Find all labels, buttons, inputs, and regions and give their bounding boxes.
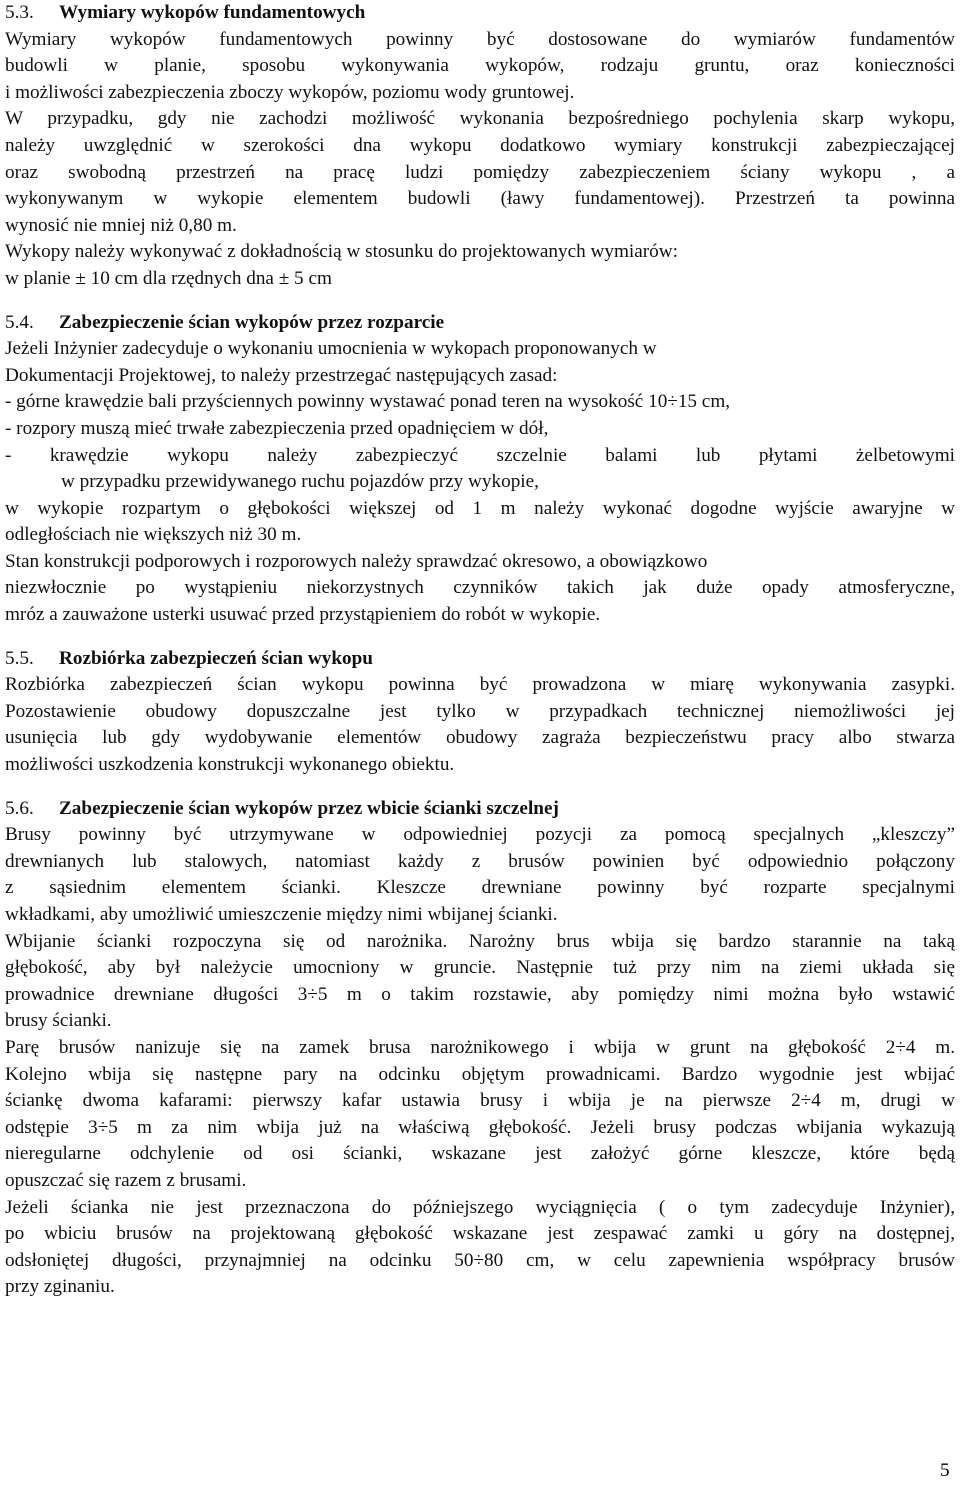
text-line: Kolejno wbija się następne pary na odcinku objętym prowadnicami. Bardzo wygodnie jest wbijać — [5, 1063, 955, 1085]
section-5-5 — [5, 646, 955, 779]
section-5-3 — [5, 0, 955, 293]
text-line: należy uwzględnić w szerokości dna wykopu dodatkowo wymiary konstrukcji zabezpieczającej — [5, 134, 955, 156]
section-title: Wymiary wykopów fundamentowych — [59, 2, 366, 23]
text-line: nieregularne odchylenie od osi ścianki, wskazane jest założyć górne kleszcze, które będą — [5, 1143, 955, 1165]
list-item: - rozpory muszą mieć trwałe zabezpieczenia przed opadnięciem w dół, — [5, 417, 549, 439]
section-heading — [5, 796, 955, 823]
text-line: Wymiary wykopów fundamentowych powinny być dostosowane do wymiarów fundamentów — [5, 28, 955, 50]
section-heading — [5, 646, 955, 673]
list-item-continuation: w przypadku przewidywanego ruchu pojazdów przy wykopie, — [61, 471, 539, 493]
section-title: Zabezpieczenie ścian wykopów przez rozparcie — [59, 311, 445, 333]
text-line: odległościach nie większych niż 30 m. — [5, 524, 302, 546]
text-line: w planie ± 10 cm dla rzędnych dna ± 5 cm — [5, 267, 332, 289]
section-5-4 — [5, 310, 955, 629]
text-line: Wbijanie ścianki rozpoczyna się od narożnika. Narożny brus wbija się bardzo starannie na taką — [5, 930, 955, 952]
section-5-6 — [5, 796, 955, 1301]
section-number: 5.5. — [5, 647, 34, 669]
page-number: 5 — [940, 1460, 950, 1481]
text-line: w wykopie rozpartym o głębokości większej od 1 m należy wykonać dogodne wyjście awaryjne w — [5, 497, 955, 519]
text-line: możliwości uszkodzenia konstrukcji wykonanego obiektu. — [5, 754, 455, 776]
text-line: wynosić nie mniej niż 0,80 m. — [5, 214, 237, 236]
text-line: odstępie 3÷5 m za nim wbija już na właściwą głębokość. Jeżeli brusy podczas wbijania wykazują — [5, 1116, 955, 1138]
text-line: ściankę dwoma kafarami: pierwszy kafar ustawia brusy i wbija je na pierwsze 2÷4 m, drugi w — [5, 1090, 955, 1112]
text-line: wykonywanym w wykopie elementem budowli (ławy fundamentowej). Przestrzeń ta powinna — [5, 188, 955, 210]
text-line: z sąsiednim elementem ścianki. Kleszcze drewniane powinny być rozparte specjalnymi — [5, 877, 955, 899]
text-line: mróz a zauważone usterki usuwać przed przystąpieniem do robót w wykopie. — [5, 604, 601, 626]
text-line: niezwłocznie po wystąpieniu niekorzystnych czynników takich jak duże opady atmosferyczne, — [5, 577, 955, 599]
text-line: Brusy powinny być utrzymywane w odpowiedniej pozycji za pomocą specjalnych „kleszczy” — [5, 824, 955, 846]
list-item: - górne krawędzie bali przyściennych powinny wystawać ponad teren na wysokość 10÷15 cm, — [5, 391, 731, 413]
text-line: oraz swobodną przestrzeń na pracę ludzi pomiędzy zabezpieczeniem ściany wykopu , a — [5, 161, 955, 183]
text-line: wkładkami, aby umożliwić umieszczenie między nimi wbijanej ścianki. — [5, 904, 558, 925]
section-title: Zabezpieczenie ścian wykopów przez wbicie ścianki szczelnej — [59, 797, 559, 819]
text-line: brusy ścianki. — [5, 1010, 112, 1032]
text-line: Wykopy należy wykonywać z dokładnością w stosunku do projektowanych wymiarów: — [5, 241, 678, 263]
text-line: Parę brusów nanizuje się na zamek brusa narożnikowego i wbija w grunt na głębokość 2÷4 m. — [5, 1036, 955, 1058]
section-heading — [5, 310, 955, 337]
section-number: 5.4. — [5, 311, 34, 333]
text-line: W przypadku, gdy nie zachodzi możliwość wykonania bezpośredniego pochylenia skarp wykopu, — [5, 108, 955, 130]
text-line: głębokość, aby był należycie umocniony w gruncie. Następnie tuż przy nim na ziemi układa się — [5, 957, 955, 979]
list-item: - krawędzie wykopu należy zabezpieczyć szczelnie balami lub płytami żelbetowymi — [5, 444, 955, 466]
text-line: przy zginaniu. — [5, 1276, 115, 1298]
text-line: i możliwości zabezpieczenia zboczy wykopów, poziomu wody gruntowej. — [5, 81, 575, 103]
section-number: 5.6. — [5, 797, 34, 819]
text-line: usunięcia lub gdy wydobywanie elementów obudowy zagraża bezpieczeństwu pracy albo stwarza — [5, 727, 955, 749]
section-title: Rozbiórka zabezpieczeń ścian wykopu — [59, 647, 373, 669]
text-line: Jeżeli ścianka nie jest przeznaczona do późniejszego wyciągnięcia ( o tym zadecyduje Inżynier), — [5, 1196, 955, 1218]
section-number: 5.3. — [5, 2, 34, 23]
text-line: Jeżeli Inżynier zadecyduje o wykonaniu umocnienia w wykopach proponowanych w — [5, 338, 657, 360]
section-heading — [5, 0, 955, 27]
text-line: prowadnice drewniane długości 3÷5 m o takim rozstawie, aby pomiędzy nimi można było wstawić — [5, 983, 955, 1005]
document-page — [5, 0, 955, 1301]
text-line: odsłoniętej długości, przynajmniej na odcinku 50÷80 cm, w celu zapewnienia współpracy brusów — [5, 1249, 955, 1271]
text-line: Rozbiórka zabezpieczeń ścian wykopu powinna być prowadzona w miarę wykonywania zasypki. — [5, 674, 955, 696]
text-line: Pozostawienie obudowy dopuszczalne jest tylko w przypadkach technicznej niemożliwości jej — [5, 700, 955, 722]
text-line: drewnianych lub stalowych, natomiast każdy z brusów powinien być odpowiednio połączony — [5, 850, 955, 872]
text-line: po wbiciu brusów na projektowaną głębokość wskazane jest zespawać zamki u góry na dostępnej, — [5, 1223, 955, 1245]
text-line: budowli w planie, sposobu wykonywania wykopów, rodzaju gruntu, oraz konieczności — [5, 55, 955, 77]
text-line: Dokumentacji Projektowej, to należy przestrzegać następujących zasad: — [5, 364, 558, 386]
text-line: opuszczać się razem z brusami. — [5, 1169, 247, 1191]
text-line: Stan konstrukcji podporowych i rozporowych należy sprawdzać okresowo, a obowiązkowo — [5, 550, 708, 572]
